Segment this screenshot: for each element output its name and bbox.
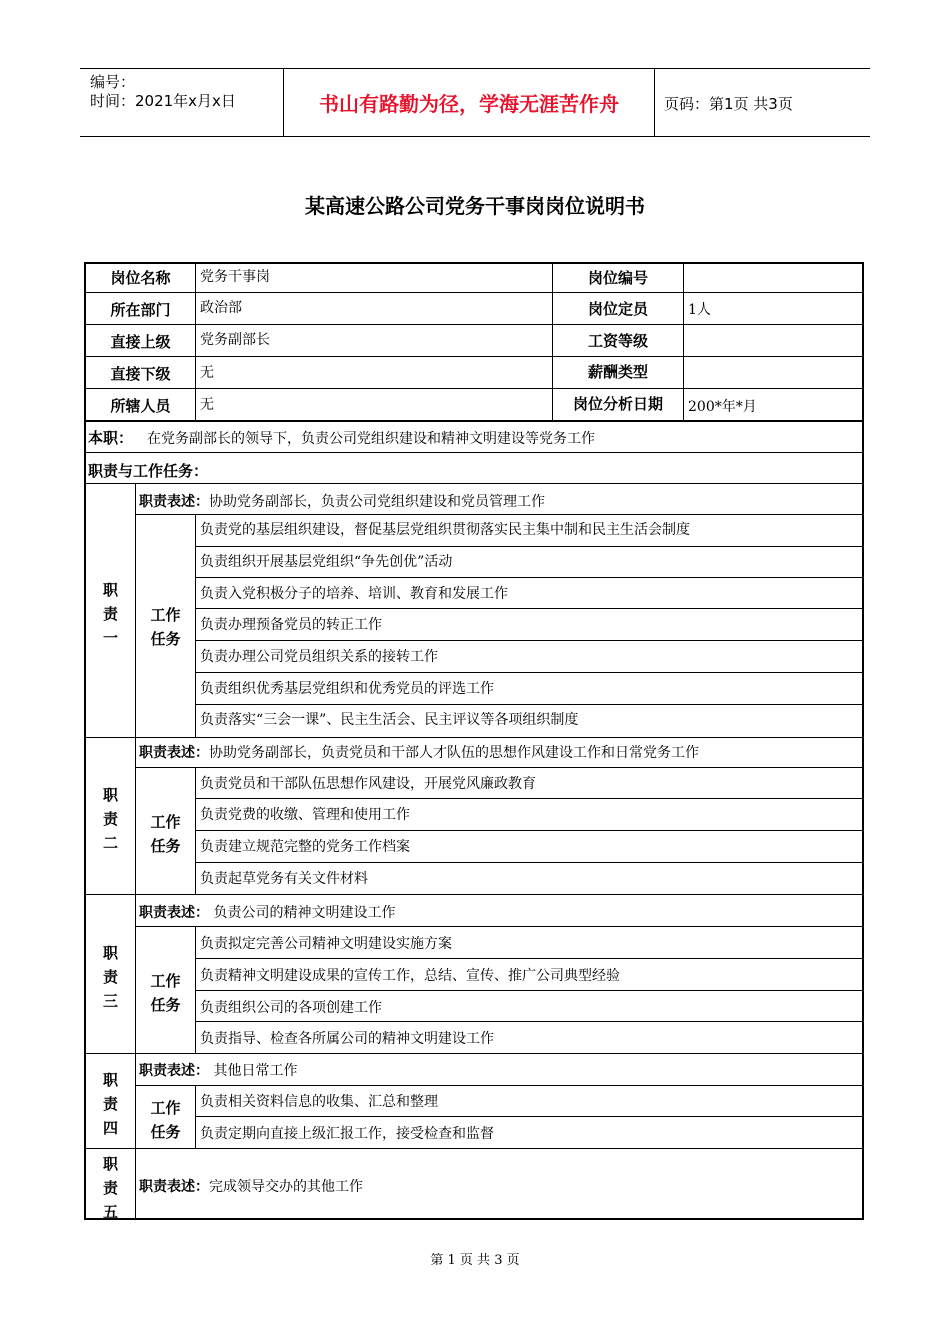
responsibilities-header: 职责与工作任务： — [88, 462, 209, 480]
row-rule — [84, 292, 864, 293]
row-rule — [195, 577, 864, 578]
responsibility-2-task-label: 工作 任务 — [150, 813, 181, 855]
row-rule — [84, 420, 864, 422]
responsibility-2-name: 职 责 二 — [102, 786, 118, 852]
duty-label: 本职： — [88, 429, 134, 447]
headcount-value: 1人 — [688, 302, 711, 318]
responsibility-2-task-1: 负责党员和干部队伍思想作风建设，开展党风廉政教育 — [200, 776, 536, 792]
row-rule — [84, 324, 864, 325]
row-rule — [195, 990, 864, 991]
page-info: 页码：第1页 共3页 — [664, 95, 793, 113]
header-divider-right — [654, 68, 655, 136]
header-motto: 书山有路勤为径，学海无涯苦作舟 — [319, 92, 619, 116]
row-rule — [135, 514, 864, 515]
document-title: 某高速公路公司党务干事岗岗位说明书 — [305, 194, 645, 218]
responsibility-4-task-1: 负责相关资料信息的收集、汇总和整理 — [200, 1094, 438, 1110]
responsibility-3-task-4: 负责指导、检查各所属公司的精神文明建设工作 — [200, 1031, 494, 1047]
responsibility-4-task-label: 工作 任务 — [150, 1099, 181, 1141]
header-bottom-rule — [80, 136, 870, 137]
row-rule — [195, 1116, 864, 1117]
responsibility-3-statement: 职责表述： 负责公司的精神文明建设工作 — [139, 905, 396, 921]
headcount-label: 岗位定员 — [587, 300, 648, 318]
row-rule — [195, 798, 864, 799]
col-rule — [195, 262, 196, 420]
row-rule — [195, 608, 864, 609]
row-rule — [195, 640, 864, 641]
responsibility-2-statement: 职责表述：协助党务副部长，负责党员和干部人才队伍的思想作风建设工作和日常党务工作 — [139, 745, 699, 761]
responsibility-4-statement: 职责表述： 其他日常工作 — [139, 1063, 298, 1079]
row-rule — [84, 483, 864, 484]
superior-value: 党务副部长 — [200, 332, 270, 348]
duty-text: 在党务副部长的领导下，负责公司党组织建设和精神文明建设等党务工作 — [147, 431, 595, 447]
analysis-date-label: 岗位分析日期 — [572, 395, 663, 413]
pay-type-label: 薪酬类型 — [587, 363, 648, 381]
document-time-label: 时间：2021年x月x日 — [90, 92, 236, 110]
responsibility-1-task-6: 负责组织优秀基层党组织和优秀党员的评选工作 — [200, 681, 494, 697]
responsibility-1-name: 职 责 一 — [102, 581, 118, 647]
responsibility-2-task-4: 负责起草党务有关文件材料 — [200, 871, 368, 887]
responsibility-1-task-3: 负责入党积极分子的培养、培训、教育和发展工作 — [200, 586, 508, 602]
row-rule — [84, 388, 864, 389]
page-footer: 第 1 页 共 3 页 — [430, 1253, 520, 1268]
responsibility-1-task-1: 负责党的基层组织建设，督促基层党组织贯彻落实民主集中制和民主生活会制度 — [200, 522, 690, 538]
subordinate-value: 无 — [200, 365, 214, 381]
responsibility-3-task-1: 负责拟定完善公司精神文明建设实施方案 — [200, 936, 452, 952]
row-rule — [195, 546, 864, 547]
row-rule — [195, 704, 864, 705]
header-top-rule — [80, 68, 870, 69]
document-number-label: 编号： — [90, 73, 136, 91]
responsibility-1-statement: 职责表述：协助党务副部长，负责公司党组织建设和党员管理工作 — [139, 494, 545, 510]
responsibility-3-task-label: 工作 任务 — [150, 972, 181, 1014]
grade-label: 工资等级 — [587, 332, 648, 350]
position-name-label: 岗位名称 — [110, 269, 171, 287]
responsibility-4-name: 职 责 四 — [102, 1071, 118, 1137]
row-rule — [195, 958, 864, 959]
row-rule — [84, 356, 864, 357]
row-rule — [195, 1021, 864, 1022]
responsibility-5-statement: 职责表述：完成领导交办的其他工作 — [139, 1179, 363, 1195]
analysis-date-value: 200*年*月 — [688, 399, 757, 415]
responsibility-3-task-3: 负责组织公司的各项创建工作 — [200, 1000, 382, 1016]
responsibility-3-name: 职 责 三 — [102, 944, 118, 1010]
department-value: 政治部 — [200, 300, 242, 316]
responsibility-5-name: 职 责 五 — [102, 1155, 118, 1221]
responsibility-1-task-label: 工作 任务 — [150, 606, 181, 648]
row-rule — [135, 767, 864, 768]
responsibility-3-task-2: 负责精神文明建设成果的宣传工作，总结、宣传、推广公司典型经验 — [200, 968, 620, 984]
responsibility-4-task-2: 负责定期向直接上级汇报工作，接受检查和监督 — [200, 1126, 494, 1142]
responsibility-2-task-3: 负责建立规范完整的党务工作档案 — [200, 839, 410, 855]
row-rule — [84, 452, 864, 453]
managed-staff-label: 所辖人员 — [110, 397, 171, 415]
section-rule — [84, 1148, 864, 1149]
responsibility-2-task-2: 负责党费的收缴、管理和使用工作 — [200, 807, 410, 823]
row-rule — [195, 672, 864, 673]
responsibility-1-task-4: 负责办理预备党员的转正工作 — [200, 617, 382, 633]
subordinate-label: 直接下级 — [110, 365, 171, 383]
responsibility-1-task-2: 负责组织开展基层党组织“争先创优”活动 — [200, 554, 453, 570]
position-name-value: 党务干事岗 — [200, 269, 270, 285]
position-code-label: 岗位编号 — [587, 269, 648, 287]
superior-label: 直接上级 — [110, 333, 171, 351]
row-rule — [135, 1085, 864, 1086]
responsibility-1-task-5: 负责办理公司党员组织关系的接转工作 — [200, 649, 438, 665]
section-rule — [84, 894, 864, 895]
section-rule — [84, 1053, 864, 1054]
row-rule — [135, 926, 864, 927]
department-label: 所在部门 — [110, 301, 171, 319]
section-rule — [84, 737, 864, 738]
managed-staff-value: 无 — [200, 397, 214, 413]
row-rule — [195, 862, 864, 863]
col-rule — [683, 262, 684, 420]
responsibility-1-task-7: 负责落实“三会一课”、民主生活会、民主评议等各项组织制度 — [200, 712, 579, 728]
row-rule — [195, 830, 864, 831]
